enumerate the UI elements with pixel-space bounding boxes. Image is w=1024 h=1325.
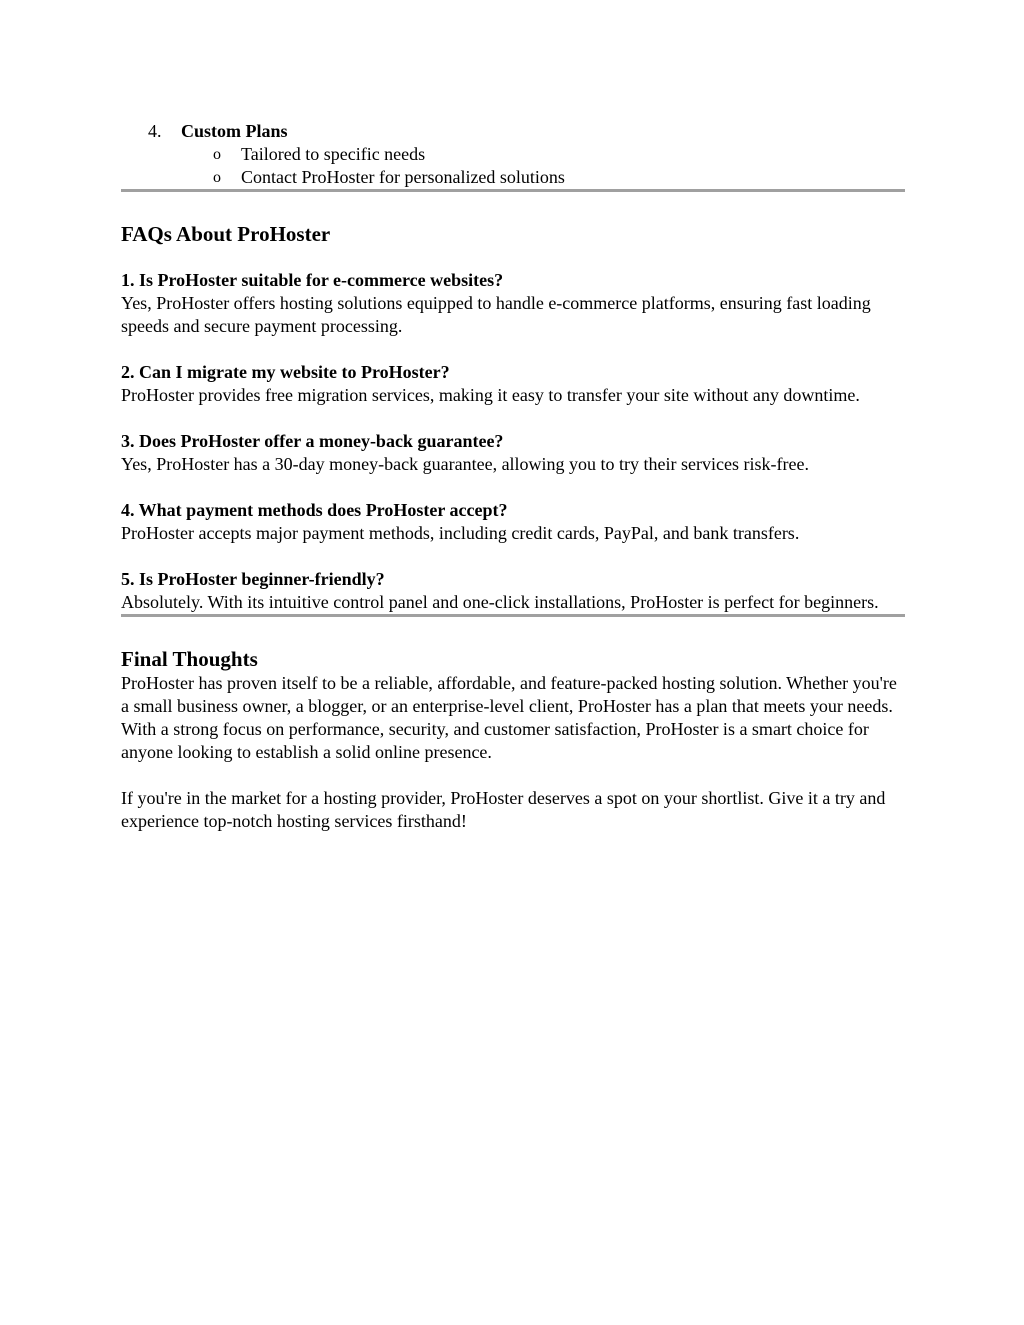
faq-answer: ProHoster provides free migration services, making it easy to transfer your site without any downtime.	[121, 385, 860, 405]
faq-answer: Absolutely. With its intuitive control panel and one-click installations, ProHoster is perfect for beginners.	[121, 592, 879, 612]
circle-bullet-icon: o	[213, 169, 221, 186]
faq-item	[121, 361, 905, 407]
paragraph: ProHoster has proven itself to be a reliable, affordable, and feature-packed hosting solution. Whether you're a small business owner, a blogger, or an enterprise-level client, ProHoster has a plan that meets your needs. With a strong focus on performance, security, and customer satisfaction, ProHoster is a smart choice for anyone looking to establish a solid online presence.	[121, 673, 897, 762]
list-item-text: Tailored to specific needs	[241, 144, 426, 164]
faq-item	[121, 568, 905, 614]
faq-question: 1. Is ProHoster suitable for e-commerce websites?	[121, 270, 504, 290]
faq-question: 4. What payment methods does ProHoster accept?	[121, 500, 508, 520]
faq-question: 3. Does ProHoster offer a money-back guarantee?	[121, 431, 504, 451]
faq-item	[121, 499, 905, 545]
paragraph: If you're in the market for a hosting provider, ProHoster deserves a spot on your shortlist. Give it a try and experience top-notch hosting services firsthand!	[121, 788, 886, 831]
document-page	[121, 120, 905, 833]
faq-answer: ProHoster accepts major payment methods, including credit cards, PayPal, and bank transfers.	[121, 523, 800, 543]
list-item	[181, 166, 905, 189]
list-number: 4.	[148, 121, 162, 141]
final-thoughts-heading: Final Thoughts	[121, 647, 258, 671]
numbered-list-item-custom-plans	[148, 120, 905, 189]
list-item	[181, 143, 905, 166]
faq-heading: FAQs About ProHoster	[121, 222, 331, 246]
faq-question: 5. Is ProHoster beginner-friendly?	[121, 569, 385, 589]
faq-answer: Yes, ProHoster has a 30-day money-back guarantee, allowing you to try their services risk-free.	[121, 454, 809, 474]
faq-answer: Yes, ProHoster offers hosting solutions equipped to handle e-commerce platforms, ensuring fast loading speeds and secure payment processing.	[121, 293, 871, 336]
section-divider	[121, 189, 905, 192]
faq-question: 2. Can I migrate my website to ProHoster?	[121, 362, 450, 382]
circle-bullet-icon: o	[213, 146, 221, 163]
faq-item	[121, 269, 905, 338]
faq-item	[121, 430, 905, 476]
section-divider	[121, 614, 905, 617]
list-item-text: Contact ProHoster for personalized solutions	[241, 167, 565, 187]
sub-bullet-list	[181, 143, 905, 189]
list-item-title: Custom Plans	[181, 121, 288, 141]
